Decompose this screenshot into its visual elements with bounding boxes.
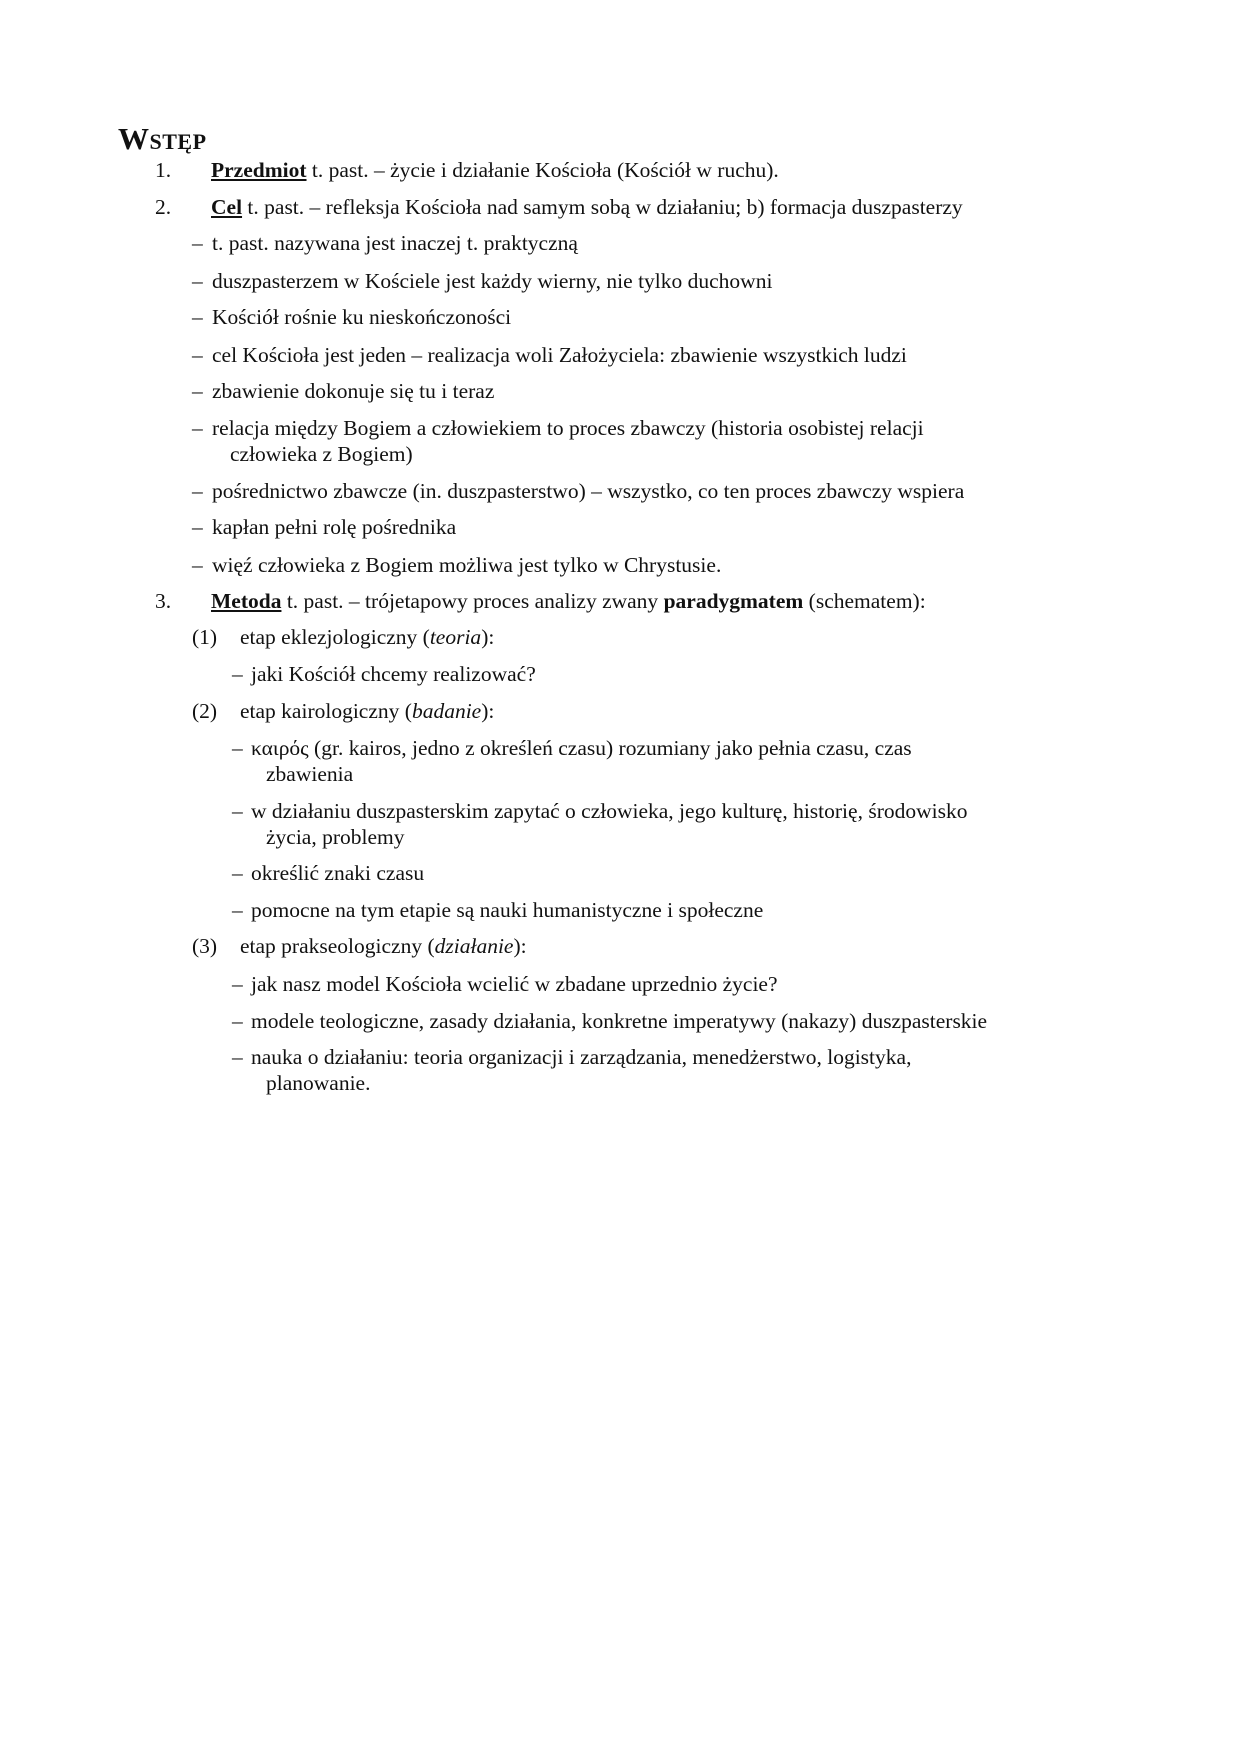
item-number: 2. <box>155 195 172 219</box>
item-heading: Przedmiot <box>211 158 307 182</box>
bullet-item: – duszpasterzem w Kościele jest każdy wierny, nie tylko duchowni <box>192 269 773 293</box>
bullet-continuation: życia, problemy <box>266 825 405 849</box>
item-number: 3. <box>155 589 172 613</box>
bullet-item: – t. past. nazywana jest inaczej t. praktyczną <box>192 231 578 255</box>
bullet-item: – w działaniu duszpasterskim zapytać o człowieka, jego kulturę, historię, środowisko <box>232 799 968 823</box>
bullet-item: – więź człowieka z Bogiem możliwa jest tylko w Chrystusie. <box>192 553 722 577</box>
bullet-item: – Kościół rośnie ku nieskończoności <box>192 305 512 329</box>
step-term: teoria <box>429 625 482 649</box>
bullet-item: – kapłan pełni rolę pośrednika <box>192 515 457 539</box>
bullet-item: – zbawienie dokonuje się tu i teraz <box>192 379 495 403</box>
section-title: WSTĘP <box>118 121 207 156</box>
bullet-item: – pośrednictwo zbawcze (in. duszpasterstwo) – wszystko, co ten proces zbawczy wspiera <box>192 479 965 503</box>
bullet-item: – jak nasz model Kościoła wcielić w zbadane uprzednio życie? <box>232 972 778 996</box>
bullet-item: – jaki Kościół chcemy realizować? <box>232 662 536 686</box>
bullet-item: – pomocne na tym etapie są nauki humanistyczne i społeczne <box>232 898 764 922</box>
bullet-continuation: człowieka z Bogiem) <box>230 442 413 466</box>
step-number: (1) <box>192 625 218 649</box>
bullet-item: – relacja między Bogiem a człowiekiem to proces zbawczy (historia osobistej relacji <box>192 416 924 440</box>
item-number: 1. <box>155 158 172 182</box>
bold-term: paradygmatem <box>663 589 804 613</box>
step-number: (2) <box>192 699 218 723</box>
bullet-item: – cel Kościoła jest jeden – realizacja woli Założyciela: zbawienie wszystkich ludzi <box>192 343 907 367</box>
step-term: badanie <box>411 699 482 723</box>
item-text: t. past. – trójetapowy proces analizy zwany <box>281 589 664 613</box>
document-page: WSTĘP 1. Przedmiot t. past. – życie i działanie Kościoła (Kościół w ruchu). 2. Cel t. past. – refleksja Kościoła nad samym sobą w działaniu; b) formacja duszpasterzy – t. past. nazywana jest inaczej t. praktyczną – duszpasterzem w Kościele jest każdy wierny, nie tylko duchowni – Kościół rośnie ku nieskończoności – cel Kościoła jest jeden – realizacja woli Założyciela: zbawienie wszystkich ludzi – zbawienie dokonuje się tu i teraz – relacja między Bogiem a człowiekiem to proces zbawczy (historia osobistej relacji człowieka z Bogiem) – pośrednictwo zbawcze (in. duszpasterstwo) – wszystko, co ten proces zbawczy wspiera – kapłan pełni rolę pośrednika – więź człowieka z Bogiem możliwa jest tylko w Chrystusie. 3. Metoda t. past. – trójetapowy proces analizy zwany paradygmatem (schematem): (1) etap eklezjologiczny (teoria): – jaki Kościół chcemy realizować? (2) etap kairologiczny (badanie): – καιρός (gr. kairos, jedno z określeń czasu) rozumiany jako pełnia czasu, czas zbawienia – w działaniu duszpasterskim zapytać o człowieka, jego kulturę, historię, środowisko życia, problemy – określić znaki czasu – pomocne na tym etapie są nauki humanistyczne i społeczne (3) etap prakseologiczny (działanie): – jak nasz model Kościoła wcielić w zbadane uprzednio życie? – modele teologiczne, zasady działania, konkretne imperatywy (nakazy) duszpasterskie – nauka o działaniu: teoria organizacji i zarządzania, menedżerstwo, logistyka, planowanie. <box>118 121 988 1095</box>
bullet-item: – modele teologiczne, zasady działania, konkretne imperatywy (nakazy) duszpasterskie <box>232 1009 988 1033</box>
item-heading: Metoda <box>211 589 282 613</box>
item-text: t. past. – refleksja Kościoła nad samym sobą w działaniu; b) formacja duszpasterzy <box>242 195 963 219</box>
bullet-continuation: zbawienia <box>266 762 354 786</box>
bullet-item: – określić znaki czasu <box>232 861 425 885</box>
step-number: (3) <box>192 934 218 958</box>
item-heading: Cel <box>211 195 243 219</box>
bullet-continuation: planowanie. <box>266 1071 371 1095</box>
step-term: działanie <box>434 934 514 958</box>
item-text: t. past. – życie i działanie Kościoła (Kościół w ruchu). <box>306 158 779 182</box>
bullet-item: – καιρός (gr. kairos, jedno z określeń czasu) rozumiany jako pełnia czasu, czas <box>232 736 912 760</box>
bullet-item: – nauka o działaniu: teoria organizacji i zarządzania, menedżerstwo, logistyka, <box>232 1045 912 1069</box>
